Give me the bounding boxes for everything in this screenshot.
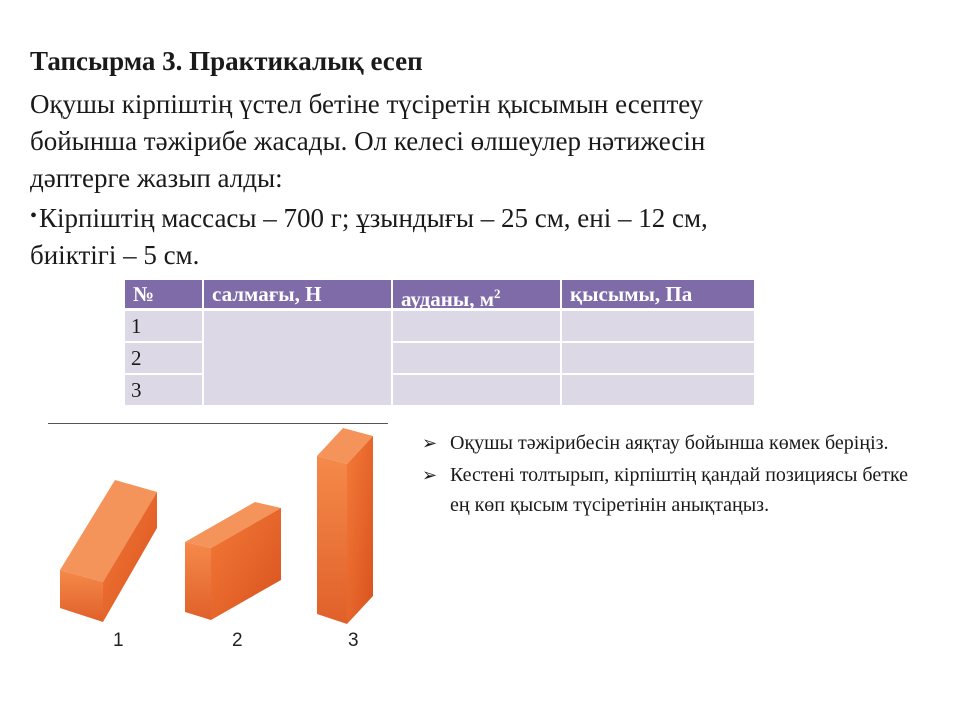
problem-line: бойынша тәжірибе жасады. Ол келесі өлшеулер нәтижесін (30, 126, 706, 156)
area-cell (393, 343, 560, 373)
brick-3 (317, 428, 373, 624)
area-cell (393, 311, 560, 341)
arrow-bullet-icon: ➢ (422, 433, 438, 453)
bricks-illustration (45, 420, 395, 630)
brick-1 (60, 480, 157, 622)
area-cell (393, 375, 560, 405)
problem-line: Оқушы кірпіштің үстел бетіне түсіретін қысымын есептеу (30, 89, 704, 119)
pressure-cell (562, 375, 754, 405)
brick-label-1: 1 (113, 630, 124, 651)
measurements-bullet (30, 200, 910, 274)
header-area-text: ауданы, м (401, 287, 495, 311)
weight-merged-cell (204, 311, 391, 405)
problem-text (30, 86, 910, 197)
header-number: № (125, 280, 202, 308)
row-number-cell: 2 (125, 343, 202, 373)
bullet-dot-icon: • (30, 205, 38, 227)
task-text: Кестені толтырып, кірпіштің қандай позициясы бетке ең көп қысым түсіретінін анықтаңыз. (450, 464, 909, 516)
bullet-text: Кірпіштің массасы – 700 г; ұзындығы – 25 см, ені – 12 см, (39, 203, 708, 233)
row-number-cell: 1 (125, 311, 202, 341)
bullet-line: биіктігі – 5 см. (30, 240, 200, 270)
header-pressure: қысымы, Па (562, 280, 754, 308)
problem-line: дәптерге жазып алды: (30, 163, 283, 193)
pressure-cell (562, 311, 754, 341)
task-list (420, 428, 920, 522)
pressure-cell (562, 343, 754, 373)
brick-label-3: 3 (348, 630, 359, 651)
brick-2 (185, 502, 281, 620)
header-weight: салмағы, Н (204, 280, 391, 308)
row-number-cell: 3 (125, 375, 202, 405)
bullet-line (30, 200, 910, 237)
header-area (393, 280, 560, 311)
header-area-sup: 2 (494, 286, 501, 301)
slide-title: Тапсырма 3. Практикалық есеп (30, 46, 423, 76)
task-item (420, 460, 920, 520)
arrow-bullet-icon: ➢ (422, 465, 438, 485)
task-item (420, 428, 920, 458)
brick-label-2: 2 (232, 630, 243, 651)
task-text: Оқушы тәжірибесін аяқтау бойынша көмек беріңіз. (450, 432, 889, 454)
